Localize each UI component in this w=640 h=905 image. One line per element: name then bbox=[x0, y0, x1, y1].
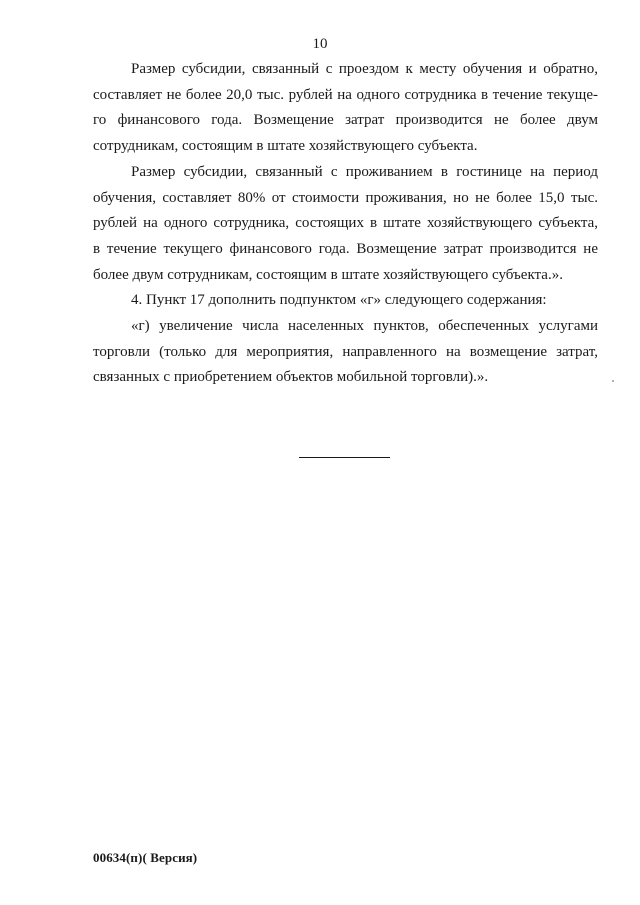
document-body bbox=[93, 57, 598, 391]
text-line: торговли (только для мероприятия, направленного на возмещение затрат, bbox=[93, 343, 598, 360]
end-of-text-rule bbox=[299, 457, 390, 458]
text-line: составляет не более 20,0 тыс. рублей на одного сотрудника в течение текуще- bbox=[93, 86, 598, 103]
paragraph-item-17 bbox=[93, 288, 598, 314]
text-line: обучения, составляет 80% от стоимости проживания, но не более 15,0 тыс. bbox=[93, 189, 598, 206]
text-line: Размер субсидии, связанный с проездом к месту обучения и обратно, bbox=[131, 61, 598, 77]
paragraph-hotel-subsidy bbox=[93, 160, 598, 289]
text-line: го финансового года. Возмещение затрат производится не более двум bbox=[93, 112, 598, 129]
paragraph-travel-subsidy bbox=[93, 57, 598, 160]
scan-speck bbox=[612, 380, 614, 382]
text-line: рублей на одного сотрудника, состоящих в штате хозяйствующего субъекта, bbox=[93, 215, 598, 232]
text-line: 4. Пункт 17 дополнить подпунктом «г» следующего содержания: bbox=[131, 292, 547, 309]
page-number: 10 bbox=[312, 36, 328, 52]
text-line: сотрудникам, состоящим в штате хозяйствующего субъекта. bbox=[93, 138, 478, 155]
text-line: «г) увеличение числа населенных пунктов, обеспеченных услугами bbox=[131, 318, 598, 335]
paragraph-subitem-g bbox=[93, 314, 598, 391]
text-line: в течение текущего финансового года. Возмещение затрат производится не bbox=[93, 240, 598, 257]
text-line: связанных с приобретением объектов мобильной торговли).». bbox=[93, 369, 489, 386]
text-line: Размер субсидии, связанный с проживанием в гостинице на период bbox=[131, 163, 598, 180]
document-code: 00634(п)( Версия) bbox=[93, 850, 198, 865]
text-line: более двум сотрудникам, состоящим в штате хозяйствующего субъекта.». bbox=[93, 266, 563, 283]
